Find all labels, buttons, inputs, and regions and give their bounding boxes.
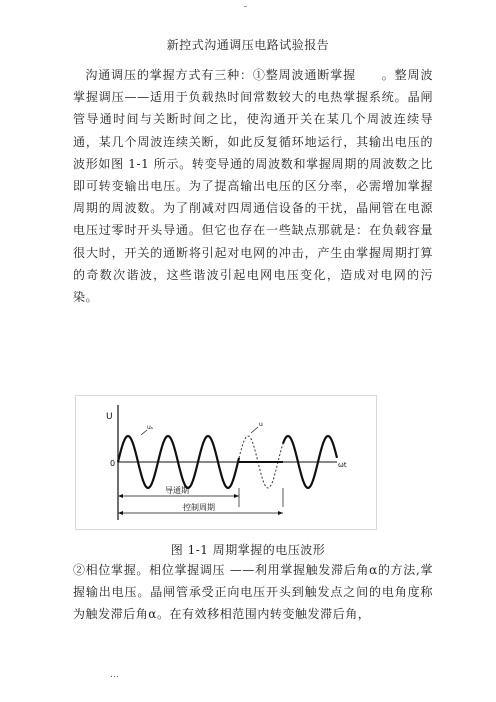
- paragraph-1: [73, 64, 433, 308]
- header-mark: [244, 6, 247, 7]
- continuation-ellipsis: …: [110, 670, 120, 680]
- origin-label: 0: [110, 459, 116, 468]
- span-period-label: 控制周期: [183, 503, 215, 512]
- paragraph-2: ②相位掌握。相位掌握调压 ——利用掌握触发滞后角α的方法,掌握输出电压。晶闸管承受正向电压开头到触发点之间的电角度称为触发滞后角α。在有效移相范围内转变触发滞后角，: [73, 563, 433, 622]
- span-on-label: 导通期: [165, 486, 189, 495]
- document-title: 新控式沟通调压电路试验报告: [166, 38, 330, 52]
- figure-caption: 图 1-1 周期掌握的电压波形: [170, 543, 326, 557]
- y-axis-label: U: [106, 412, 113, 422]
- x-axis-label: ωt: [338, 461, 347, 469]
- voltage-waveform-figure: [75, 395, 377, 530]
- wave-label-us: uₛ: [147, 424, 154, 431]
- wave-label-u: u: [259, 421, 263, 428]
- paragraph-1-text: 沟通调压的掌握方式有三种：①整周波通断掌握 。整周波掌握调压——适用于负载热时间常数较大的电热掌握系统。晶闸管导通时间与关断时间之比，使沟通开关在某几个周波连续导通，某几个周波连续关断，如此反复循环地运行，其输出电压的波形如图 1-1 所示。转变导通的周波数和掌握周期的周波数之比即可转变输出电压。为了提高输出电压的区分率，必需增加掌握周期的周波数。为了削减对四周通信设备的干扰，晶闸管在电源电压过零时开头导通。但它也存在一些缺点那就是：在负载容量很大时，开关的通断将引起对电网的冲击，产生由掌握周期打算的奇数次谐波，这些谐波引起电网电压变化，造成对电网的污染。: [73, 68, 433, 305]
